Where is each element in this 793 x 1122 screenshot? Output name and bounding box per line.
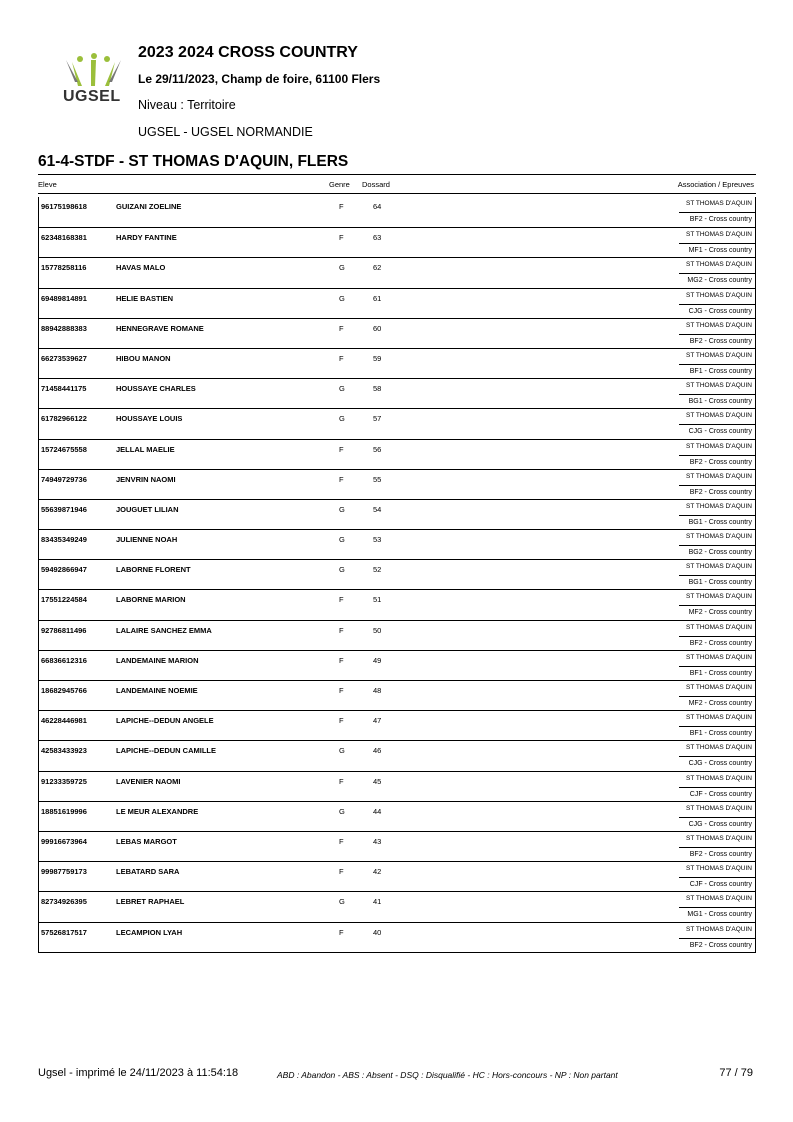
logo-wordmark: UGSEL bbox=[63, 88, 121, 105]
association-name: ST THOMAS D'AQUIN bbox=[685, 412, 752, 420]
student-name: LAPICHE--DEDUN CAMILLE bbox=[116, 746, 216, 756]
cell-divider bbox=[679, 515, 755, 516]
association-name: ST THOMAS D'AQUIN bbox=[685, 563, 752, 571]
event-category: BG2 - Cross country bbox=[688, 549, 752, 557]
student-genre: F bbox=[339, 353, 344, 363]
student-name: HENNEGRAVE ROMANE bbox=[116, 323, 204, 333]
student-id: 66273539627 bbox=[41, 353, 87, 363]
table-row bbox=[39, 378, 755, 408]
table-row bbox=[39, 922, 755, 952]
bib-number: 40 bbox=[373, 927, 382, 937]
bib-number: 56 bbox=[373, 444, 382, 454]
student-id: 42583433923 bbox=[41, 746, 87, 756]
student-name: JENVRIN NAOMI bbox=[116, 474, 176, 484]
event-category: MG1 - Cross country bbox=[687, 911, 752, 919]
student-genre: G bbox=[339, 263, 345, 273]
association-name: ST THOMAS D'AQUIN bbox=[685, 231, 752, 239]
cell-divider bbox=[679, 666, 755, 667]
student-genre: G bbox=[339, 384, 345, 394]
association-name: ST THOMAS D'AQUIN bbox=[685, 653, 752, 661]
table-row bbox=[39, 469, 755, 499]
student-genre: F bbox=[339, 927, 344, 937]
table-row bbox=[39, 650, 755, 680]
student-genre: F bbox=[339, 867, 344, 877]
event-category: BG1 - Cross country bbox=[688, 518, 752, 526]
school-heading: 61-4-STDF - ST THOMAS D'AQUIN, FLERS bbox=[38, 153, 349, 170]
event-category: BF2 - Cross country bbox=[689, 216, 752, 223]
association-name: ST THOMAS D'AQUIN bbox=[685, 774, 752, 782]
table-row bbox=[39, 227, 755, 257]
student-id: 83435349249 bbox=[41, 535, 87, 545]
association-name: ST THOMAS D'AQUIN bbox=[685, 533, 752, 541]
bib-number: 50 bbox=[373, 625, 382, 635]
student-id: 59492866947 bbox=[41, 565, 87, 575]
event-category: MF2 - Cross country bbox=[688, 609, 752, 617]
association-name: ST THOMAS D'AQUIN bbox=[685, 472, 752, 480]
cell-divider bbox=[679, 485, 755, 486]
cell-divider bbox=[679, 304, 755, 305]
event-category: BF1 - Cross country bbox=[689, 730, 752, 738]
association-name: ST THOMAS D'AQUIN bbox=[685, 714, 752, 722]
cell-divider bbox=[679, 364, 755, 365]
student-genre: G bbox=[339, 897, 345, 907]
event-category: CJG - Cross country bbox=[688, 428, 752, 436]
event-category: MG2 - Cross country bbox=[687, 277, 752, 285]
table-row bbox=[39, 740, 755, 770]
student-name: LECAMPION LYAH bbox=[116, 927, 183, 937]
association-name: ST THOMAS D'AQUIN bbox=[685, 382, 752, 390]
cell-divider bbox=[679, 787, 755, 788]
student-genre: G bbox=[339, 293, 345, 303]
student-genre: F bbox=[339, 716, 344, 726]
student-name: GUIZANI ZOELINE bbox=[116, 202, 182, 211]
col-header-association: Association / Epreuves bbox=[677, 180, 754, 189]
student-id: 55639871946 bbox=[41, 504, 87, 514]
student-name: HOUSSAYE CHARLES bbox=[116, 384, 196, 394]
student-id: 82734926395 bbox=[41, 897, 87, 907]
student-name: LABORNE MARION bbox=[116, 595, 186, 605]
cell-divider bbox=[679, 938, 755, 939]
cell-divider bbox=[679, 696, 755, 697]
student-id: 18682945766 bbox=[41, 686, 87, 695]
student-genre: G bbox=[339, 504, 345, 514]
table-row bbox=[39, 589, 755, 619]
bib-number: 46 bbox=[373, 746, 382, 756]
association-name: ST THOMAS D'AQUIN bbox=[685, 895, 752, 903]
student-name: LEBATARD SARA bbox=[116, 867, 180, 877]
student-genre: F bbox=[339, 836, 344, 846]
student-name: JOUGUET LILIAN bbox=[116, 504, 179, 514]
cell-divider bbox=[679, 726, 755, 727]
student-id: 71458441175 bbox=[41, 384, 87, 394]
event-category: BF2 - Cross country bbox=[689, 941, 752, 949]
student-id: 15778258116 bbox=[41, 263, 87, 273]
table-row bbox=[39, 439, 755, 469]
table-row bbox=[39, 620, 755, 650]
event-category: BF2 - Cross country bbox=[689, 458, 752, 466]
event-category: BF2 - Cross country bbox=[689, 337, 752, 345]
bib-number: 44 bbox=[373, 806, 382, 816]
event-level: Niveau : Territoire bbox=[138, 98, 236, 112]
student-genre: F bbox=[339, 625, 344, 635]
bib-number: 43 bbox=[373, 836, 382, 846]
association-name: ST THOMAS D'AQUIN bbox=[685, 865, 752, 873]
student-name: JULIENNE NOAH bbox=[116, 535, 178, 545]
student-genre: G bbox=[339, 565, 345, 575]
column-header-divider bbox=[38, 193, 756, 194]
table-row bbox=[39, 831, 755, 861]
event-category: CJF - Cross country bbox=[689, 881, 752, 889]
student-id: 15724675558 bbox=[41, 444, 87, 454]
table-row bbox=[39, 891, 755, 921]
cell-divider bbox=[679, 847, 755, 848]
student-name: HAVAS MALO bbox=[116, 263, 166, 273]
print-timestamp: Ugsel - imprimé le 24/11/2023 à 11:54:18 bbox=[38, 1067, 239, 1079]
event-category: MF2 - Cross country bbox=[688, 700, 752, 707]
event-category: BF2 - Cross country bbox=[689, 488, 752, 496]
event-date-location: Le 29/11/2023, Champ de foire, 61100 Flers bbox=[138, 72, 381, 86]
table-row bbox=[39, 348, 755, 378]
bib-number: 49 bbox=[373, 655, 382, 665]
association-name: ST THOMAS D'AQUIN bbox=[685, 321, 752, 329]
bib-number: 59 bbox=[373, 353, 382, 363]
student-id: 92786811496 bbox=[41, 625, 87, 635]
col-header-dossard: Dossard bbox=[362, 180, 390, 189]
student-genre: G bbox=[339, 806, 345, 816]
student-id: 99987759173 bbox=[41, 867, 87, 877]
student-id: 69489814891 bbox=[41, 293, 87, 303]
bib-number: 61 bbox=[373, 293, 382, 303]
student-id: 88942888383 bbox=[41, 323, 87, 333]
student-name: LE MEUR ALEXANDRE bbox=[116, 806, 199, 816]
table-row bbox=[39, 529, 755, 559]
bib-number: 42 bbox=[373, 867, 382, 877]
cell-divider bbox=[679, 212, 755, 213]
table-row bbox=[39, 801, 755, 831]
association-name: ST THOMAS D'AQUIN bbox=[685, 291, 752, 299]
bib-number: 60 bbox=[373, 323, 382, 333]
cell-divider bbox=[679, 817, 755, 818]
status-legend: ABD : Abandon - ABS : Absent - DSQ : Disqualifié - HC : Hors-concours - NP : Non partant bbox=[277, 1070, 618, 1080]
student-name: LAPICHE--DEDUN ANGELE bbox=[116, 716, 214, 726]
organisation: UGSEL - UGSEL NORMANDIE bbox=[138, 125, 313, 139]
student-id: 99916673964 bbox=[41, 836, 87, 846]
bib-number: 52 bbox=[373, 565, 382, 575]
event-title: 2023 2024 CROSS COUNTRY bbox=[138, 44, 358, 61]
event-category: BF1 - Cross country bbox=[689, 669, 752, 677]
student-name: HIBOU MANON bbox=[116, 353, 171, 363]
bib-number: 45 bbox=[373, 776, 382, 786]
event-category: BF2 - Cross country bbox=[689, 639, 752, 647]
table-row bbox=[39, 257, 755, 287]
table-row bbox=[39, 710, 755, 740]
event-category: CJG - Cross country bbox=[688, 820, 752, 828]
table-row bbox=[39, 771, 755, 801]
association-name: ST THOMAS D'AQUIN bbox=[685, 684, 752, 691]
association-name: ST THOMAS D'AQUIN bbox=[685, 834, 752, 842]
bib-number: 51 bbox=[373, 595, 382, 605]
heading-divider bbox=[38, 174, 756, 175]
student-name: LANDEMAINE NOEMIE bbox=[116, 686, 198, 695]
association-name: ST THOMAS D'AQUIN bbox=[685, 593, 752, 601]
student-name: LEBRET RAPHAEL bbox=[116, 897, 185, 907]
student-genre: G bbox=[339, 414, 345, 424]
cell-divider bbox=[679, 756, 755, 757]
association-name: ST THOMAS D'AQUIN bbox=[685, 744, 752, 752]
student-name: LEBAS MARGOT bbox=[116, 836, 177, 846]
student-id: 46228446981 bbox=[41, 716, 87, 726]
student-genre: F bbox=[339, 323, 344, 333]
bib-number: 47 bbox=[373, 716, 382, 726]
bib-number: 41 bbox=[373, 897, 382, 907]
event-category: MF1 - Cross country bbox=[688, 247, 752, 255]
association-name: ST THOMAS D'AQUIN bbox=[685, 200, 752, 207]
bib-number: 54 bbox=[373, 504, 382, 514]
event-category: BF2 - Cross country bbox=[689, 850, 752, 858]
association-name: ST THOMAS D'AQUIN bbox=[685, 442, 752, 450]
cell-divider bbox=[679, 636, 755, 637]
table-row bbox=[39, 559, 755, 589]
student-name: LABORNE FLORENT bbox=[116, 565, 191, 575]
bib-number: 55 bbox=[373, 474, 382, 484]
event-category: CJG - Cross country bbox=[688, 760, 752, 768]
association-name: ST THOMAS D'AQUIN bbox=[685, 623, 752, 631]
student-id: 74949729736 bbox=[41, 474, 87, 484]
student-id: 66836612316 bbox=[41, 655, 87, 665]
student-id: 57526817517 bbox=[41, 927, 87, 937]
bib-number: 57 bbox=[373, 414, 382, 424]
student-id: 17551224584 bbox=[41, 595, 87, 605]
cell-divider bbox=[679, 273, 755, 274]
student-genre: G bbox=[339, 535, 345, 545]
event-category: CJG - Cross country bbox=[688, 307, 752, 315]
association-name: ST THOMAS D'AQUIN bbox=[685, 351, 752, 359]
table-row bbox=[39, 197, 755, 227]
event-category: BG1 - Cross country bbox=[688, 398, 752, 406]
student-genre: F bbox=[339, 233, 344, 243]
cell-divider bbox=[679, 334, 755, 335]
student-genre: F bbox=[339, 776, 344, 786]
student-name: LAVENIER NAOMI bbox=[116, 776, 181, 786]
table-row bbox=[39, 861, 755, 891]
student-id: 62348168381 bbox=[41, 233, 87, 243]
cell-divider bbox=[679, 545, 755, 546]
bib-number: 58 bbox=[373, 384, 382, 394]
student-name: HARDY FANTINE bbox=[116, 233, 177, 243]
event-category: BF1 - Cross country bbox=[689, 367, 752, 375]
table-row bbox=[39, 499, 755, 529]
table-row bbox=[39, 408, 755, 438]
association-name: ST THOMAS D'AQUIN bbox=[685, 804, 752, 812]
cell-divider bbox=[679, 575, 755, 576]
student-id: 61782966122 bbox=[41, 414, 87, 424]
student-name: HOUSSAYE LOUIS bbox=[116, 414, 183, 424]
student-genre: F bbox=[339, 655, 344, 665]
table-row bbox=[39, 318, 755, 348]
student-genre: F bbox=[339, 202, 344, 211]
results-table bbox=[38, 197, 756, 953]
student-genre: F bbox=[339, 686, 344, 695]
student-id: 18851619996 bbox=[41, 806, 87, 816]
student-genre: F bbox=[339, 595, 344, 605]
student-id: 96175198618 bbox=[41, 202, 87, 211]
student-genre: G bbox=[339, 746, 345, 756]
student-genre: F bbox=[339, 444, 344, 454]
cell-divider bbox=[679, 394, 755, 395]
cell-divider bbox=[679, 907, 755, 908]
cell-divider bbox=[679, 424, 755, 425]
bib-number: 63 bbox=[373, 233, 382, 243]
association-name: ST THOMAS D'AQUIN bbox=[685, 261, 752, 269]
student-name: JELLAL MAELIE bbox=[116, 444, 175, 454]
table-row bbox=[39, 680, 755, 710]
bib-number: 62 bbox=[373, 263, 382, 273]
student-name: LANDEMAINE MARION bbox=[116, 655, 199, 665]
association-name: ST THOMAS D'AQUIN bbox=[685, 925, 752, 933]
event-category: BG1 - Cross country bbox=[688, 579, 752, 587]
cell-divider bbox=[679, 243, 755, 244]
bib-number: 48 bbox=[373, 686, 382, 695]
student-id: 91233359725 bbox=[41, 776, 87, 786]
cell-divider bbox=[679, 455, 755, 456]
col-header-genre: Genre bbox=[329, 180, 350, 189]
bib-number: 64 bbox=[373, 202, 382, 211]
event-category: CJF - Cross country bbox=[689, 790, 752, 798]
cell-divider bbox=[679, 877, 755, 878]
table-row bbox=[39, 288, 755, 318]
association-name: ST THOMAS D'AQUIN bbox=[685, 502, 752, 510]
student-name: LALAIRE SANCHEZ EMMA bbox=[116, 625, 212, 635]
student-genre: F bbox=[339, 474, 344, 484]
bib-number: 53 bbox=[373, 535, 382, 545]
student-name: HELIE BASTIEN bbox=[116, 293, 174, 303]
col-header-eleve: Eleve bbox=[38, 180, 57, 189]
cell-divider bbox=[679, 605, 755, 606]
page-number: 77 / 79 bbox=[719, 1067, 753, 1079]
